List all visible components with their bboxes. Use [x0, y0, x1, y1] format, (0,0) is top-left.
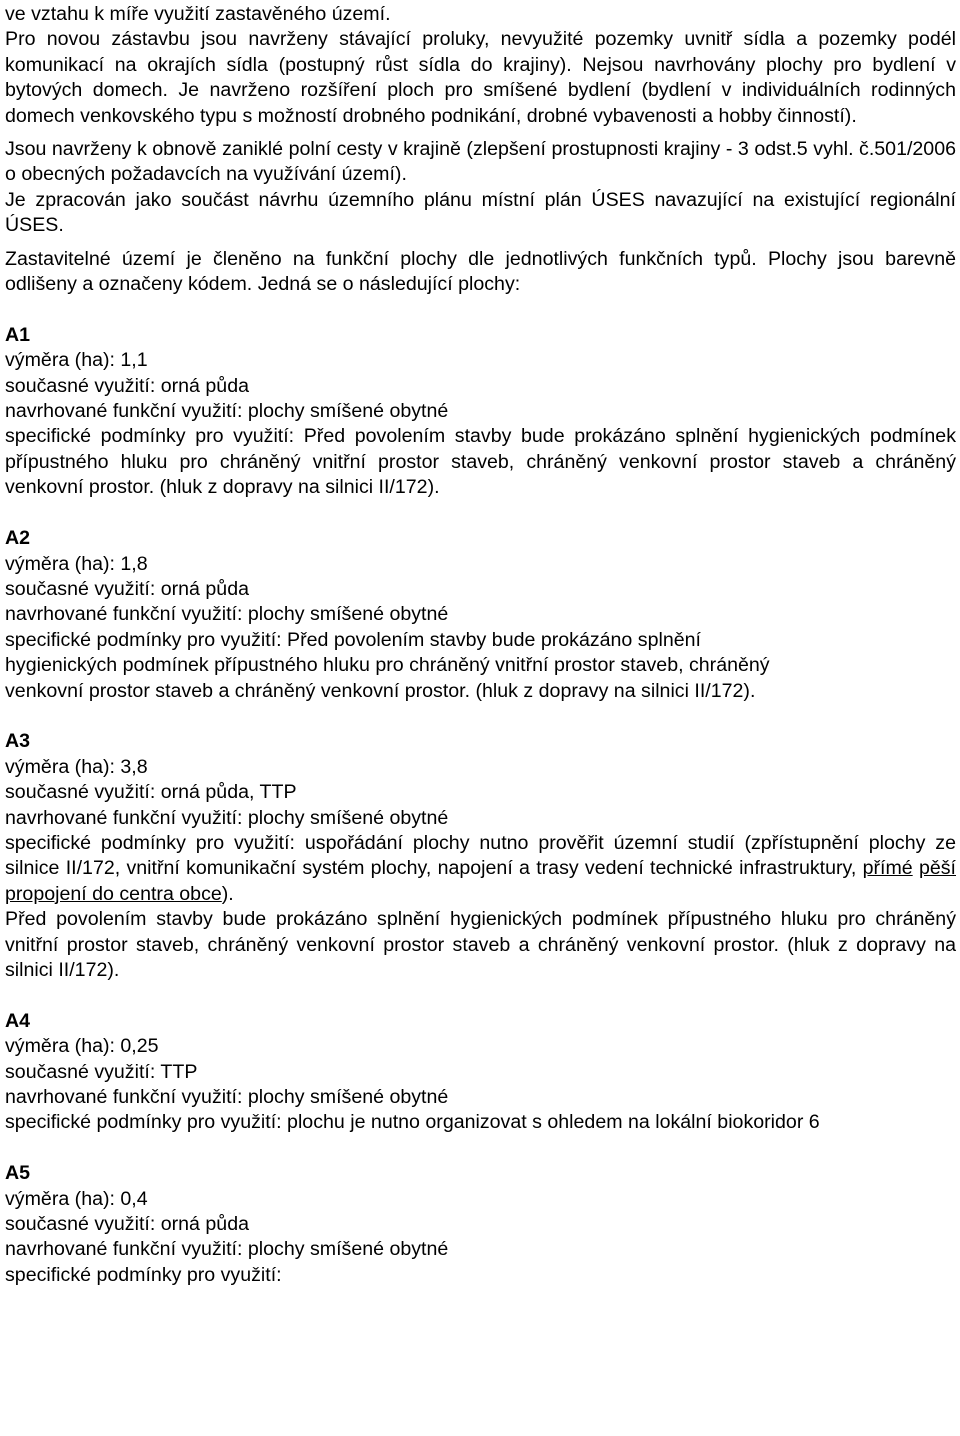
area-proposed-use: navrhované funkční využití: plochy smíšené obytné: [5, 1086, 449, 1108]
area-section-a3: [5, 729, 956, 983]
area-size: výměra (ha): 1,1: [5, 349, 148, 372]
area-conditions: specifické podmínky pro využití:: [5, 1263, 282, 1286]
area-conditions-line: hygienických podmínek přípustného hluku pro chráněný vnitřní prostor staveb, chráněný: [5, 654, 770, 677]
area-proposed-use: navrhované funkční využití: plochy smíšené obytné: [5, 400, 449, 423]
area-code: A5: [5, 1162, 31, 1185]
area-size: výměra (ha): 0,4: [5, 1187, 148, 1210]
spacer: [5, 983, 956, 1008]
area-size: výměra (ha): 3,8: [5, 755, 148, 778]
intro-paragraph-zones: Zastavitelné území je členěno na funkční plochy dle jednotlivých funkčních typů. Plochy jsou barevně odlišeny a označeny kódem. Jedná se o následující plochy:: [5, 247, 956, 296]
area-section-a5: [5, 1161, 956, 1288]
area-section-a2: [5, 526, 956, 704]
area-size: výměra (ha): 0,25: [5, 1035, 159, 1058]
area-code: A1: [5, 323, 31, 346]
area-proposed-use: navrhované funkční využití: plochy smíšené obytné: [5, 603, 449, 626]
area-conditions: [5, 831, 956, 907]
area-size: výměra (ha): 1,8: [5, 552, 148, 575]
area-code: A4: [5, 1009, 31, 1032]
intro-paragraph-paths: Jsou navrženy k obnově zaniklé polní cesty v krajině (zlepšení prostupnosti krajiny - 3 odst.5 vyhl. č.501/2006 o obecných požadavcích na využívání území).: [5, 138, 956, 186]
area-noise-conditions: Před povolením stavby bude prokázáno splnění hygienických podmínek přípustného hluku pro chráněný vnitřní prostor staveb, chráněný venkovní prostor staveb a chráněný venkovní prostor. (hluk z dopravy na silnici II/172).: [5, 908, 956, 981]
document-page: [5, 2, 956, 1288]
spacer: [5, 1136, 956, 1161]
area-proposed-use: navrhované funkční využití: plochy smíšené obytné: [5, 1238, 449, 1261]
area-conditions-line: venkovní prostor staveb a chráněný venkovní prostor. (hluk z dopravy na silnici II/172).: [5, 679, 756, 702]
spacer: [5, 297, 956, 322]
area-conditions-text: specifické podmínky pro využití: uspořádání plochy nutno prověřit územní studií (zpřístupnění plochy ze silnice II/172, vnitřní komunikační systém plochy, napojení a trasy vedení technické infrastruktury,: [5, 831, 956, 880]
area-section-a1: [5, 323, 956, 501]
area-conditions-end: ).: [221, 882, 234, 905]
underlined-text-footpath: pěší propojení do centra obce: [5, 857, 956, 905]
area-code: A2: [5, 527, 31, 550]
spacer: [5, 129, 956, 137]
area-current-use: současné využití: orná půda: [5, 1213, 249, 1236]
area-current-use: současné využití: orná půda: [5, 374, 249, 397]
area-conditions: specifické podmínky pro využití: plochu je nutno organizovat s ohledem na lokální biokoridor 6: [5, 1111, 820, 1134]
area-current-use: současné využití: orná půda, TTP: [5, 781, 297, 804]
area-conditions-line: specifické podmínky pro využití: Před povolením stavby bude prokázáno splnění: [5, 628, 701, 651]
area-proposed-use: navrhované funkční využití: plochy smíšené obytné: [5, 806, 449, 829]
spacer: [5, 704, 956, 729]
intro-paragraph-development: Pro novou zástavbu jsou navrženy stávající proluky, nevyužité pozemky uvnitř sídla a pozemky podél komunikací na okrajích sídla (postupný růst sídla do krajiny). Nejsou navrhovány plochy pro bydlení v bytových domech. Je navrženo rozšíření ploch pro smíšené bydlení (bydlení v individuálních rodinných domech venkovského typu s možností drobného podnikání, drobné vybavenosti a hobby činností).: [5, 28, 956, 127]
area-current-use: současné využití: TTP: [5, 1060, 198, 1083]
area-code: A3: [5, 730, 31, 753]
area-section-a4: [5, 1009, 956, 1136]
area-current-use: současné využití: orná půda: [5, 577, 249, 600]
spacer: [5, 501, 956, 526]
area-conditions: specifické podmínky pro využití: Před povolením stavby bude prokázáno splnění hygienických podmínek přípustného hluku pro chráněný vnitřní prostor staveb, chráněný venkovní prostor staveb a chráněný venkovní prostor. (hluk z dopravy na silnici II/172).: [5, 425, 956, 499]
intro-line: ve vztahu k míře využití zastavěného území.: [5, 3, 391, 25]
intro-paragraph-uses: Je zpracován jako součást návrhu územního plánu místní plán ÚSES navazující na existující regionální ÚSES.: [5, 188, 956, 237]
underlined-text-direct: přímé: [862, 857, 913, 880]
spacer: [5, 239, 956, 247]
